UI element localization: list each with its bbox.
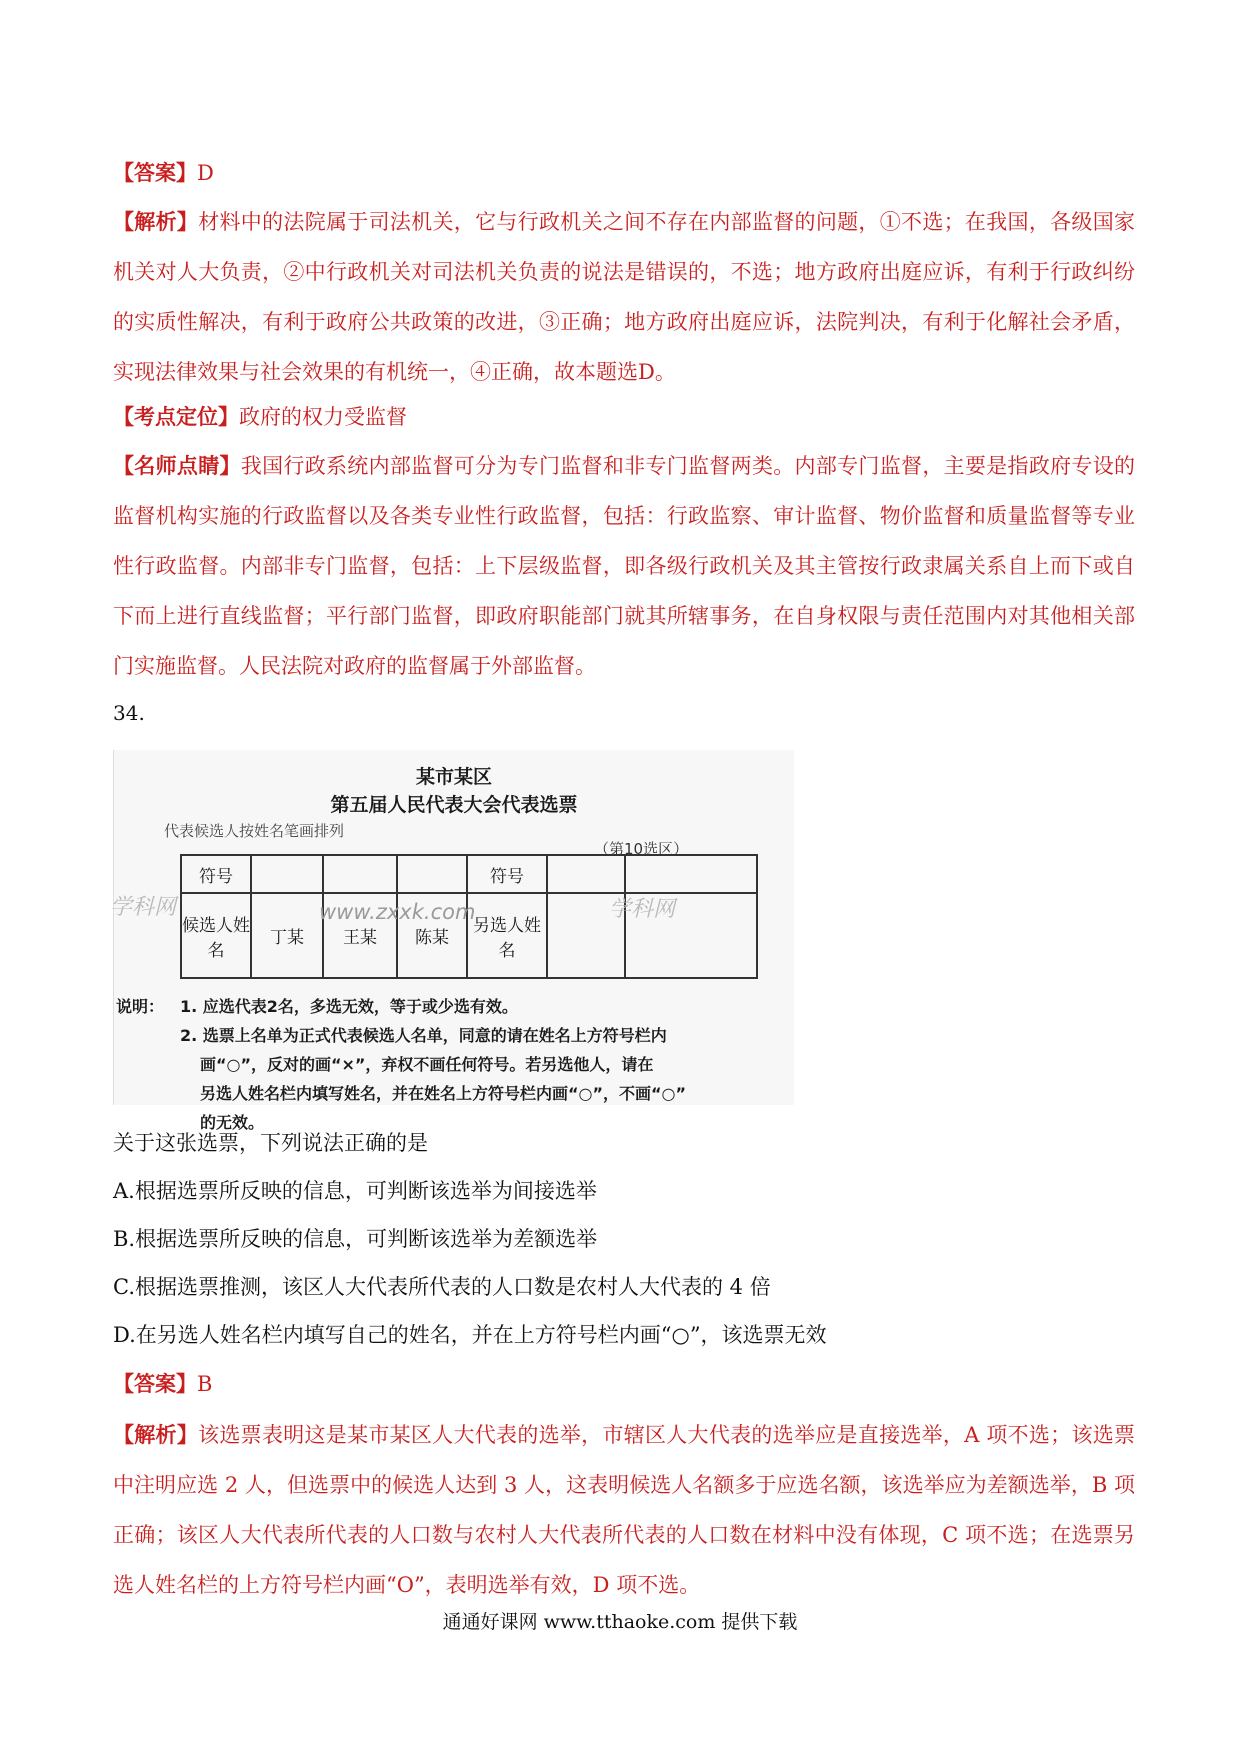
symbol-cell: [625, 855, 757, 893]
ballot-title-1: 某市某区: [415, 766, 492, 788]
answer-value: B: [197, 1372, 213, 1396]
candidate-name: 丁某: [251, 893, 323, 978]
kaodian-text: 政府的权力受监督: [239, 405, 407, 429]
analysis-text: 材料中的法院属于司法机关，它与行政机关之间不存在内部监督的问题，①不选；在我国，各级国家机关对人大负责，②中行政机关对司法机关负责的说法是错误的，不选；地方政府出庭应诉，有利于行政纠纷的实质性解决，有利于政府公共政策的改进，③正确；地方政府出庭应诉，法院判决，有利于化解社会矛盾，实现法律效果与社会效果的有机统一，④正确，故本题选D。: [113, 210, 1136, 384]
other-candidate-label: 另选人姓名: [467, 893, 547, 978]
question-stem: 关于这张选票，下列说法正确的是: [113, 1131, 428, 1155]
symbol-label-2: 符号: [467, 855, 547, 893]
answer-tag: 【答案】: [113, 160, 197, 185]
watermark: 学科网: [110, 895, 177, 920]
watermark: 学科网: [609, 897, 676, 922]
kaodian-tag: 【考点定位】: [113, 404, 239, 429]
candidate-label: 候选人姓名: [181, 893, 251, 978]
symbol-label: 符号: [181, 855, 251, 893]
analysis-1: [113, 197, 1135, 397]
ballot-sort-note: 代表候选人按姓名笔画排列: [164, 822, 345, 840]
ballot-title-2: 第五届人民代表大会代表选票: [330, 794, 578, 816]
analysis-tag: 【解析】: [113, 1422, 199, 1447]
mingshi-dianjing: [113, 441, 1135, 691]
watermark: www.zxxk.com: [319, 900, 476, 924]
note-2-line-4: 的无效。: [200, 1113, 265, 1132]
notes-label: 说明：: [116, 997, 165, 1016]
answer-value: D: [197, 161, 214, 185]
symbol-cell: [547, 855, 625, 893]
ballot-district: （第10选区）: [594, 840, 689, 858]
answer-2: [113, 1369, 212, 1399]
note-2-line-3: 另选人姓名栏内填写姓名，并在姓名上方符号栏内画“○”，不画“○”: [200, 1084, 686, 1103]
analysis-tag: 【解析】: [113, 209, 199, 234]
kaodian: [113, 402, 407, 432]
page-footer: 通通好课网 www.tthaoke.com 提供下载: [442, 1611, 798, 1633]
option-c: C.根据选票推测，该区人大代表所代表的人口数是农村人大代表的 4 倍: [113, 1275, 771, 1299]
option-d: D.在另选人姓名栏内填写自己的姓名，并在上方符号栏内画“○”，该选票无效: [113, 1323, 827, 1347]
symbol-cell: [251, 855, 323, 893]
note-2-line-2: 画“○”，反对的画“×”，弃权不画任何符号。若另选他人，请在: [200, 1055, 654, 1074]
candidate-name: 王某: [323, 893, 397, 978]
answer-tag: 【答案】: [113, 1371, 197, 1396]
answer-1: [113, 158, 214, 188]
ballot-notes: [116, 992, 786, 1137]
candidate-name: 陈某: [397, 893, 467, 978]
note-1: 1. 应选代表2名，多选无效，等于或少选有效。: [180, 997, 518, 1016]
note-2: 2. 选票上名单为正式代表候选人名单，同意的请在姓名上方符号栏内: [180, 1026, 667, 1045]
analysis-text: 该选票表明这是某市某区人大代表的选举，市辖区人大代表的选举应是直接选举，A 项不选；该选票中注明应选 2 人，但选票中的候选人达到 3 人，这表明候选人名额多于应选名额，该选举应为差额选举，B 项正确；该区人大代表所代表的人口数与农村人大代表所代表的人口数在材料中没有体现，C 项不选；在选票另选人姓名栏的上方符号栏内画“O”，表明选举有效，D 项不选。: [113, 1423, 1135, 1597]
symbol-cell: [323, 855, 397, 893]
analysis-2: [113, 1410, 1135, 1610]
ballot-image: [110, 750, 794, 1132]
option-b: B.根据选票所反映的信息，可判断该选举为差额选举: [113, 1227, 598, 1251]
mingshi-text: 我国行政系统内部监督可分为专门监督和非专门监督两类。内部专门监督，主要是指政府专设的监督机构实施的行政监督以及各类专业性行政监督，包括：行政监察、审计监督、物价监督和质量监督等专业性行政监督。内部非专门监督，包括：上下层级监督，即各级行政机关及其主管按行政隶属关系自上而下或自下而上进行直线监督；平行部门监督，即政府职能部门就其所辖事务，在自身权限与责任范围内对其他相关部门实施监督。人民法院对政府的监督属于外部监督。: [113, 454, 1136, 678]
option-a: A.根据选票所反映的信息，可判断该选举为间接选举: [113, 1179, 597, 1203]
symbol-cell: [397, 855, 467, 893]
mingshi-tag: 【名师点睛】: [113, 453, 241, 478]
question-number: 34.: [113, 701, 145, 725]
